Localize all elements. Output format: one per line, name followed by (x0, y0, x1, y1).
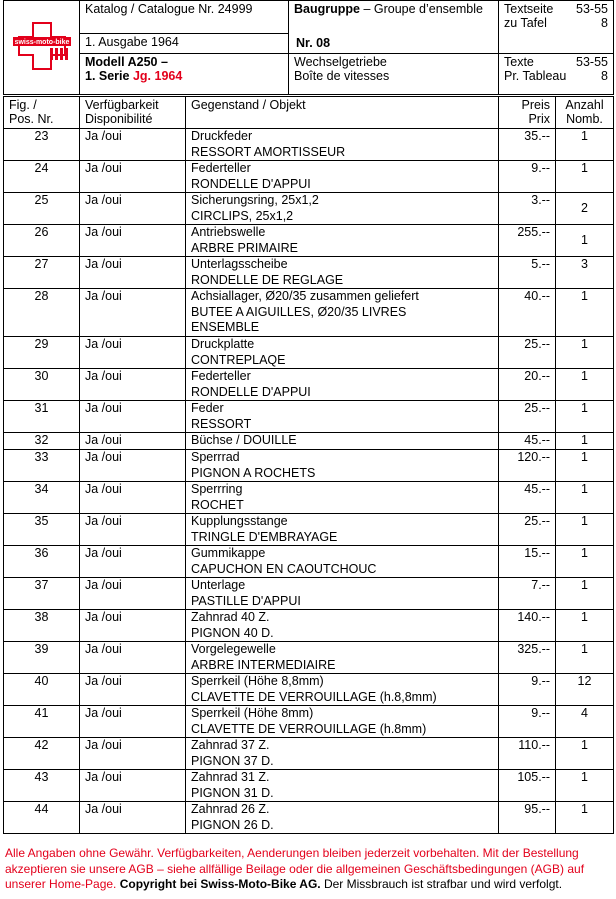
table-row (4, 225, 614, 257)
row-object: Druckfeder RESSORT AMORTISSEUR (186, 129, 499, 161)
row-quantity: 1 (556, 514, 614, 546)
row-object: Zahnrad 37 Z. PIGNON 37 D. (186, 738, 499, 770)
row-object: Sperrkeil (Höhe 8mm) CLAVETTE DE VERROUILLAGE (h.8mm) (186, 706, 499, 738)
row-position: 44 (4, 802, 80, 834)
row-position: 42 (4, 738, 80, 770)
model: Modell A250 – 1. Serie Jg. 1964 (80, 54, 289, 95)
row-quantity: 1 (556, 578, 614, 610)
row-price: 120.-- (499, 450, 556, 482)
row-price: 110.-- (499, 738, 556, 770)
row-price: 25.-- (499, 337, 556, 369)
row-quantity: 1 (556, 369, 614, 401)
row-price: 105.-- (499, 770, 556, 802)
row-availability: Ja /oui (80, 802, 186, 834)
row-position: 40 (4, 674, 80, 706)
row-availability: Ja /oui (80, 225, 186, 257)
row-object: Gummikappe CAPUCHON EN CAOUTCHOUC (186, 546, 499, 578)
row-position: 37 (4, 578, 80, 610)
row-availability: Ja /oui (80, 369, 186, 401)
row-position: 39 (4, 642, 80, 674)
table-row (4, 578, 614, 610)
row-object: Unterlage PASTILLE D'APPUI (186, 578, 499, 610)
table-row (4, 610, 614, 642)
row-quantity: 1 (556, 401, 614, 433)
table-row (4, 289, 614, 337)
row-availability: Ja /oui (80, 337, 186, 369)
row-price: 9.-- (499, 161, 556, 193)
row-availability: Ja /oui (80, 514, 186, 546)
row-price: 40.-- (499, 289, 556, 337)
row-object: Sperrkeil (Höhe 8,8mm) CLAVETTE DE VERROUILLAGE (h.8,8mm) (186, 674, 499, 706)
row-price: 15.-- (499, 546, 556, 578)
table-row (4, 482, 614, 514)
row-availability: Ja /oui (80, 257, 186, 289)
row-object: Federteller RONDELLE D'APPUI (186, 161, 499, 193)
row-quantity: 1 (556, 642, 614, 674)
row-quantity: 1 (556, 337, 614, 369)
row-position: 34 (4, 482, 80, 514)
row-availability: Ja /oui (80, 610, 186, 642)
row-quantity: 12 (556, 674, 614, 706)
table-row (4, 337, 614, 369)
row-price: 5.-- (499, 257, 556, 289)
row-availability: Ja /oui (80, 129, 186, 161)
row-quantity: 1 (556, 225, 614, 257)
row-object: Sperrring ROCHET (186, 482, 499, 514)
row-price: 325.-- (499, 642, 556, 674)
row-position: 35 (4, 514, 80, 546)
row-availability: Ja /oui (80, 642, 186, 674)
col-qty: Anzahl Nomb. (556, 97, 614, 129)
col-price: Preis Prix (499, 97, 556, 129)
row-quantity: 1 (556, 610, 614, 642)
row-availability: Ja /oui (80, 161, 186, 193)
row-quantity: 4 (556, 706, 614, 738)
row-object: Unterlagsscheibe RONDELLE DE REGLAGE (186, 257, 499, 289)
group-description: Wechselgetriebe Boîte de vitesses (289, 54, 499, 95)
row-position: 30 (4, 369, 80, 401)
row-object: Zahnrad 40 Z. PIGNON 40 D. (186, 610, 499, 642)
row-quantity: 1 (556, 802, 614, 834)
row-price: 25.-- (499, 401, 556, 433)
column-header-row (4, 97, 614, 129)
row-position: 25 (4, 193, 80, 225)
row-position: 29 (4, 337, 80, 369)
row-quantity: 1 (556, 289, 614, 337)
row-availability: Ja /oui (80, 401, 186, 433)
row-quantity: 1 (556, 770, 614, 802)
row-quantity: 1 (556, 546, 614, 578)
row-position: 24 (4, 161, 80, 193)
logo (4, 1, 80, 95)
col-fig: Fig. / Pos. Nr. (4, 97, 80, 129)
table-row (4, 674, 614, 706)
row-position: 36 (4, 546, 80, 578)
row-quantity: 1 (556, 161, 614, 193)
row-object: Achsiallager, Ø20/35 zusammen geliefert BUTEE A AIGUILLES, Ø20/35 LIVRES ENSEMBLE (186, 289, 499, 337)
group-label: Baugruppe – Groupe d’ensemble (289, 1, 499, 54)
row-position: 32 (4, 433, 80, 450)
row-quantity: 2 (556, 193, 614, 225)
row-object: Sicherungsring, 25x1,2 CIRCLIPS, 25x1,2 (186, 193, 499, 225)
row-quantity: 1 (556, 738, 614, 770)
table-row (4, 450, 614, 482)
row-quantity: 1 (556, 129, 614, 161)
row-position: 28 (4, 289, 80, 337)
row-quantity: 1 (556, 433, 614, 450)
row-quantity: 1 (556, 482, 614, 514)
table-row (4, 770, 614, 802)
row-availability: Ja /oui (80, 674, 186, 706)
row-object: Vorgelegewelle ARBRE INTERMEDIAIRE (186, 642, 499, 674)
row-object: Antriebswelle ARBRE PRIMAIRE (186, 225, 499, 257)
svg-text:swiss-moto-bike: swiss-moto-bike (14, 39, 69, 46)
row-availability: Ja /oui (80, 706, 186, 738)
row-price: 7.-- (499, 578, 556, 610)
row-availability: Ja /oui (80, 738, 186, 770)
footer-disclaimer: Alle Angaben ohne Gewähr. Verfügbarkeiten, Aenderungen bleiben jederzeit vorbehalten. Mit der Bestellung akzeptieren sie unsere AGB – siehe allfällige Beilage oder die allgemeinen Geschäftsbedingungen (AGB) auf unserer Home-Page. Copyright bei Swiss-Moto-Bike AG. Der Missbrauch ist strafbar und wird verfolgt. (5, 846, 585, 891)
row-position: 26 (4, 225, 80, 257)
row-object: Büchse / DOUILLE (186, 433, 499, 450)
row-position: 31 (4, 401, 80, 433)
row-price: 45.-- (499, 482, 556, 514)
swiss-moto-bike-logo (10, 20, 74, 72)
row-price: 140.-- (499, 610, 556, 642)
table-row (4, 129, 614, 161)
row-position: 33 (4, 450, 80, 482)
table-row (4, 193, 614, 225)
row-object: Federteller RONDELLE D'APPUI (186, 369, 499, 401)
row-position: 38 (4, 610, 80, 642)
row-price: 95.-- (499, 802, 556, 834)
row-price: 3.-- (499, 193, 556, 225)
row-position: 43 (4, 770, 80, 802)
row-availability: Ja /oui (80, 482, 186, 514)
row-availability: Ja /oui (80, 433, 186, 450)
textseite-block: Textseite 53-55 zu Tafel 8 (499, 1, 614, 54)
row-price: 45.-- (499, 433, 556, 450)
row-price: 25.-- (499, 514, 556, 546)
table-row (4, 546, 614, 578)
row-object: Feder RESSORT (186, 401, 499, 433)
row-object: Zahnrad 31 Z. PIGNON 31 D. (186, 770, 499, 802)
row-quantity: 3 (556, 257, 614, 289)
row-object: Kupplungsstange TRINGLE D'EMBRAYAGE (186, 514, 499, 546)
table-row (4, 738, 614, 770)
row-position: 23 (4, 129, 80, 161)
row-price: 35.-- (499, 129, 556, 161)
table-row (4, 401, 614, 433)
table-row (4, 161, 614, 193)
row-availability: Ja /oui (80, 450, 186, 482)
texte-block: Texte 53-55 Pr. Tableau 8 (499, 54, 614, 95)
row-object: Zahnrad 26 Z. PIGNON 26 D. (186, 802, 499, 834)
group-number: Nr. 08 (296, 36, 331, 50)
row-object: Druckplatte CONTREPLAQE (186, 337, 499, 369)
table-row (4, 514, 614, 546)
edition: 1. Ausgabe 1964 (80, 34, 289, 54)
table-row (4, 433, 614, 450)
row-quantity: 1 (556, 450, 614, 482)
table-row (4, 369, 614, 401)
row-availability: Ja /oui (80, 546, 186, 578)
table-row (4, 257, 614, 289)
row-availability: Ja /oui (80, 193, 186, 225)
row-availability: Ja /oui (80, 289, 186, 337)
row-price: 20.-- (499, 369, 556, 401)
col-object: Gegenstand / Objekt (186, 97, 499, 129)
col-availability: Verfügbarkeit Disponibilité (80, 97, 186, 129)
row-object: Sperrrad PIGNON A ROCHETS (186, 450, 499, 482)
row-availability: Ja /oui (80, 578, 186, 610)
row-position: 41 (4, 706, 80, 738)
parts-table (3, 96, 614, 834)
row-price: 9.-- (499, 674, 556, 706)
table-row (4, 706, 614, 738)
row-price: 9.-- (499, 706, 556, 738)
catalog-number: Katalog / Catalogue Nr. 24999 (80, 1, 289, 34)
table-row (4, 642, 614, 674)
row-position: 27 (4, 257, 80, 289)
table-row (4, 802, 614, 834)
row-price: 255.-- (499, 225, 556, 257)
row-availability: Ja /oui (80, 770, 186, 802)
